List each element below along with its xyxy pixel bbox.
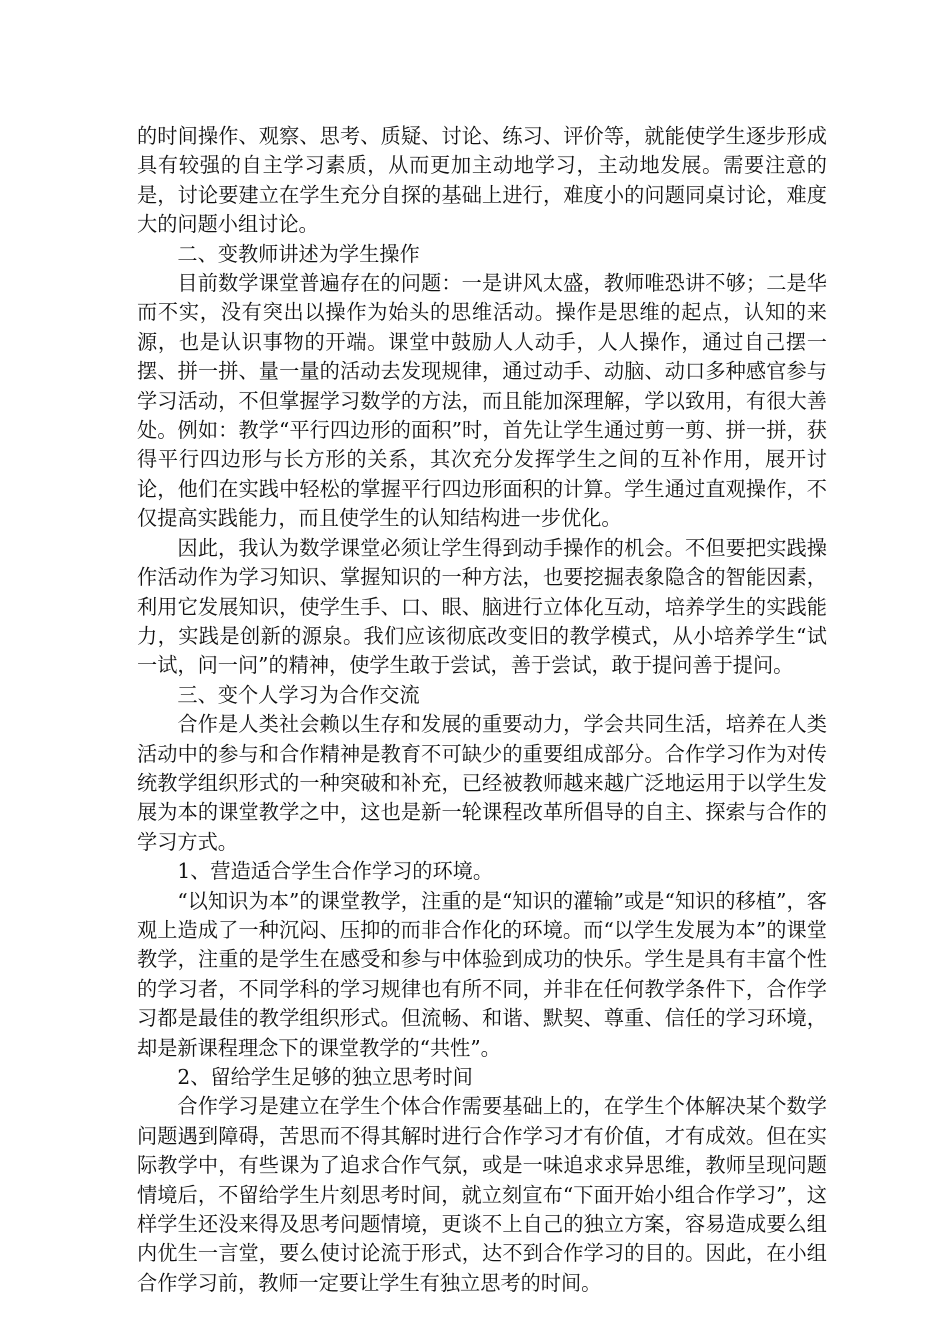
paragraph-operation-problems: 目前数学课堂普遍存在的问题：一是讲风太盛，教师唯恐讲不够；二是华而不实，没有突出以操作为始头的思维活动。操作是思维的起点，认知的来源，也是认识事物的开端。课堂中鼓励人人动手，人人操作，通过自己摆一摆、拼一拼、量一量的活动去发现规律，通过动手、动脑、动口多种感官参与学习活动，不但掌握学习数学的方法，而且能加深理解，学以致用，有很大善处。例如：教学“平行四边形的面积”时，首先让学生通过剪一剪、拼一拼，获得平行四边形与长方形的关系，其次充分发挥学生之间的互补作用，展开讨论，他们在实践中轻松的掌握平行四边形面积的计算。学生通过直观操作，不仅提高实践能力，而且使学生的认知结构进一步优化。: [137, 271, 827, 531]
subheading-2: 2、留给学生足够的独立思考时间: [177, 1065, 473, 1089]
section-heading-2: 二、变教师讲述为学生操作: [177, 241, 420, 266]
section-heading-3: 三、变个人学习为合作交流: [177, 682, 420, 707]
paragraph-operation-conclusion: 因此，我认为数学课堂必须让学生得到动手操作的机会。不但要把实践操作活动作为学习知识、掌握知识的一种方法，也要挖掘表象隐含的智能因素，利用它发展知识，使学生手、口、眼、脑进行立体化互动，培养学生的实践能力，实践是创新的源泉。我们应该彻底改变旧的教学模式，从小培养学生“试一试，问一问”的精神，使学生敢于尝试，善于尝试，敢于提问善于提问。: [137, 535, 827, 678]
paragraph-environment: “以知识为本”的课堂教学，注重的是“知识的灌输”或是“知识的移植”，客观上造成了一种沉闷、压抑的而非合作化的环境。而“以学生发展为本”的课堂教学，注重的是学生在感受和参与中体验到成功的快乐。学生是具有丰富个性的学习者，不同学科的学习规律也有所不同，并非在任何教学条件下，合作学习都是最佳的教学组织形式。但流畅、和谐、默契、尊重、信任的学习环境，却是新课程理念下的课堂教学的“共性”。: [137, 888, 827, 1060]
paragraph-independent-thinking: 合作学习是建立在学生个体合作需要基础上的，在学生个体解决某个数学问题遇到障碍，苦思而不得其解时进行合作学习才有价值，才有成效。但在实际教学中，有些课为了追求合作气氛，或是一味追求求异思维，教师呈现问题情境后，不留给学生片刻思考时间，就立刻宣布“下面开始小组合作学习”，这样学生还没来得及思考问题情境，更谈不上自己的独立方案，容易造成要么组内优生一言堂，要么使讨论流于形式，达不到合作学习的目的。因此，在小组合作学习前，教师一定要让学生有独立思考的时间。: [137, 1094, 827, 1295]
paragraph-cooperation-intro: 合作是人类社会赖以生存和发展的重要动力，学会共同生活，培养在人类活动中的参与和合作精神是教育不可缺少的重要组成部分。合作学习作为对传统教学组织形式的一种突破和补充，已经被教师越来越广泛地运用于以学生发展为本的课堂教学之中，这也是新一轮课程改革所倡导的自主、探索与合作的学习方式。: [137, 712, 827, 854]
document-body: [137, 122, 827, 1298]
paragraph-continued: 的时间操作、观察、思考、质疑、讨论、练习、评价等，就能使学生逐步形成具有较强的自主学习素质，从而更加主动地学习，主动地发展。需要注意的是，讨论要建立在学生充分自探的基础上进行，难度小的问题同桌讨论，难度大的问题小组讨论。: [137, 124, 827, 237]
subheading-1: 1、营造适合学生合作学习的环境。: [177, 859, 494, 884]
